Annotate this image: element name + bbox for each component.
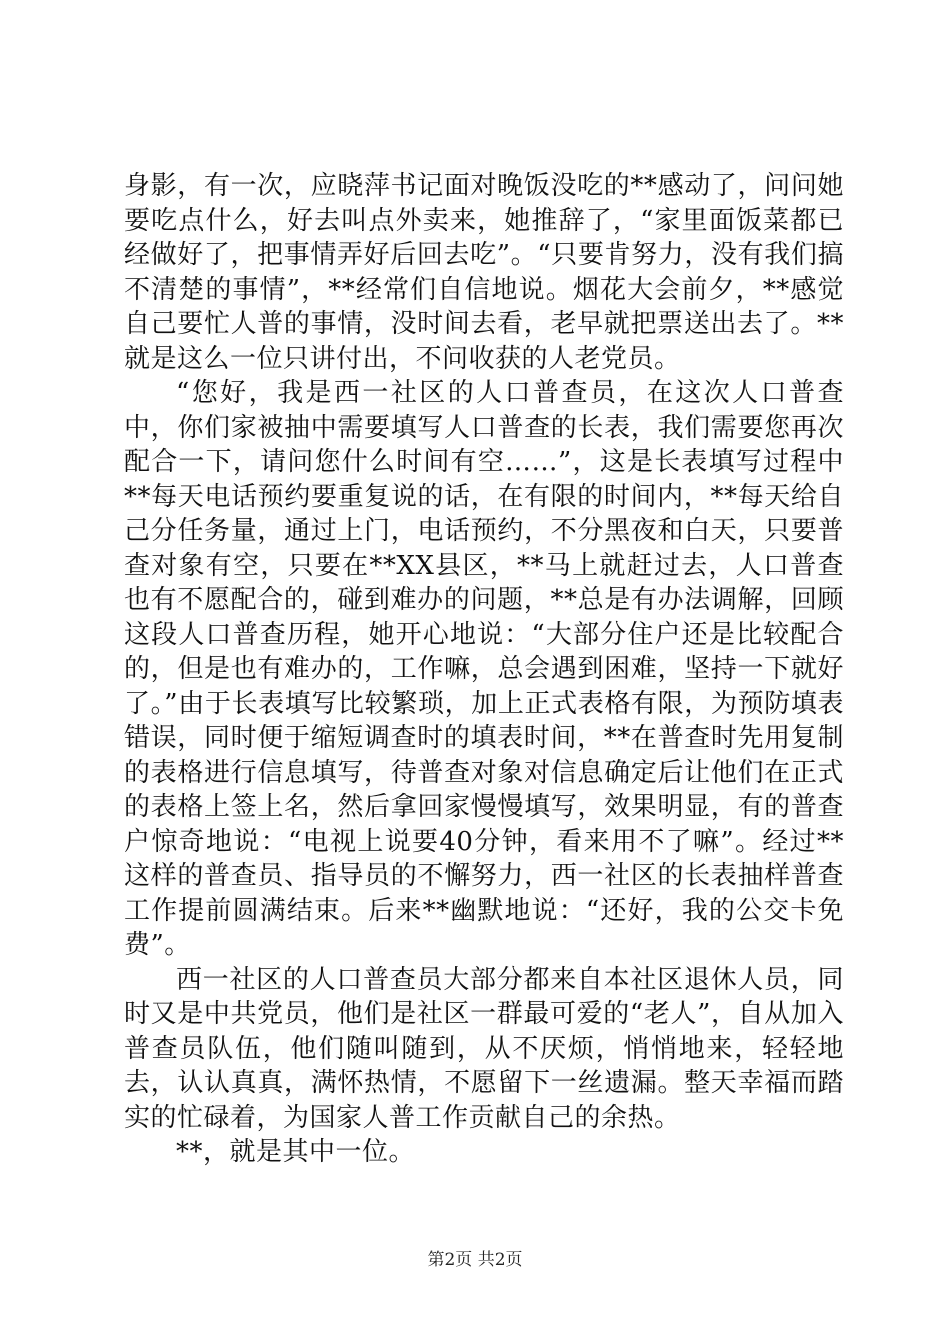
paragraph-continuation: 身影，有一次，应晓萍书记面对晚饭没吃的**感动了，问问她要吃点什么，好去叫点外卖来，她推辞了，“家里面饭菜都已经做好了，把事情弄好后回去吃”。“只要肯努力，没有我们搞不清楚的事情”，**经常们自信地说。烟花大会前夕，**感觉自己要忙人普的事情，没时间去看，老早就把票送出去了。**就是这么一位只讲付出，不问收获的人老党员。 <box>124 171 844 374</box>
page-number-footer: 第2页 共2页 <box>427 1250 523 1270</box>
paragraph-census-volunteers: 西一社区的人口普查员大部分都来自本社区退休人员，同时又是中共党员，他们是社区一群最可爱的“老人”，自从加入普查员队伍，他们随叫随到，从不厌烦，悄悄地来，轻轻地去，认认真真，满怀热情，不愿留下一丝遗漏。整天幸福而踏实的忙碌着，为国家人普工作贡献自己的余热。 <box>124 964 844 1133</box>
paragraph-closing: **，就是其中一位。 <box>176 1137 416 1167</box>
document-body <box>124 169 844 1170</box>
paragraph-phone-survey: “您好，我是西一社区的人口普查员，在这次人口普查中，你们家被抽中需要填写人口普查的长表，我们需要您再次配合一下，请问您什么时间有空……”，这是长表填写过程中**每天电话预约要重复说的话，在有限的时间内，**每天给自己分任务量，通过上门，电话预约，不分黑夜和白天，只要普查对象有空，只要在**XX县区，**马上就赶过去，人口普查也有不愿配合的，碰到难办的问题，**总是有办法调解，回顾这段人口普查历程，她开心地说：“大部分住户还是比较配合的，但是也有难办的，工作嘛，总会遇到困难，坚持一下就好了。”由于长表填写比较繁琐，加上正式表格有限，为预防填表错误，同时便于缩短调查时的填表时间，**在普查时先用复制的表格进行信息填写，待普查对象对信息确定后让他们在正式的表格上签上名，然后拿回家慢慢填写，效果明显，有的普查户惊奇地说：“电视上说要40分钟，看来用不了嘛”。经过**这样的普查员、指导员的不懈努力，西一社区的长表抽样普查工作提前圆满结束。后来**幽默地说：“还好，我的公交卡免费”。 <box>124 378 844 960</box>
